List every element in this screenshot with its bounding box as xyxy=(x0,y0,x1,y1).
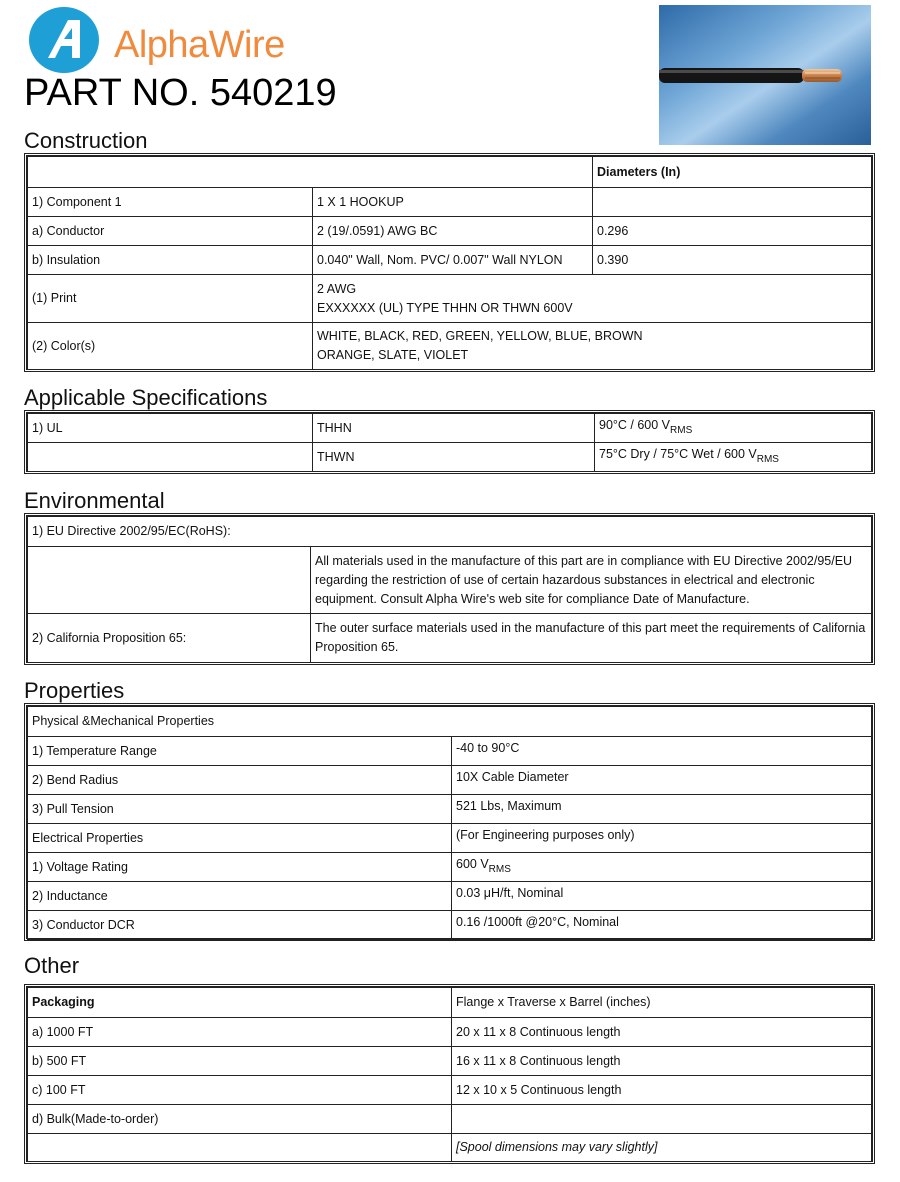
packaging-value xyxy=(452,1105,872,1134)
packaging-header: Packaging xyxy=(28,988,452,1018)
property-value: 0.03 μH/ft, Nominal xyxy=(452,882,872,911)
construction-row-desc: 2 (19/.0591) AWG BC xyxy=(313,217,593,246)
packaging-value: 12 x 10 x 5 Continuous length xyxy=(452,1076,872,1105)
environmental-table xyxy=(24,513,875,665)
construction-table xyxy=(24,153,875,372)
construction-row-diameter: 0.296 xyxy=(593,217,872,246)
properties-title: Properties xyxy=(24,678,125,703)
packaging-label: b) 500 FT xyxy=(28,1047,452,1076)
construction-row-label: 1) Component 1 xyxy=(28,188,313,217)
packaging-label: c) 100 FT xyxy=(28,1076,452,1105)
construction-header-blank xyxy=(28,157,593,188)
specifications-table xyxy=(24,410,875,474)
diameters-header: Diameters (In) xyxy=(593,157,872,188)
construction-row-desc: 1 X 1 HOOKUP xyxy=(313,188,593,217)
packaging-note-blank xyxy=(28,1134,452,1162)
property-label: 3) Conductor DCR xyxy=(28,911,452,940)
property-label: 1) Temperature Range xyxy=(28,737,452,766)
construction-row-label: a) Conductor xyxy=(28,217,313,246)
packaging-label: a) 1000 FT xyxy=(28,1018,452,1047)
rohs-label-blank xyxy=(28,547,311,614)
prop65-label: 2) California Proposition 65: xyxy=(28,614,311,663)
construction-row-label: b) Insulation xyxy=(28,246,313,275)
spec-rating: 75°C Dry / 75°C Wet / 600 $V_{RMS}$ xyxy=(595,443,872,472)
construction-row-label: (2) Color(s) xyxy=(28,323,313,370)
print-legend: 2 AWG EXXXXXX (UL) TYPE THHN OR THWN 600V xyxy=(317,281,573,315)
color-list: WHITE, BLACK, RED, GREEN, YELLOW, BLUE, BROWN ORANGE, SLATE, VIOLET xyxy=(317,329,643,362)
specifications-title: Applicable Specifications xyxy=(24,385,268,410)
property-label: 2) Inductance xyxy=(28,882,452,911)
packaging-value: 16 x 11 x 8 Continuous length xyxy=(452,1047,872,1076)
brand-name: AlphaWire xyxy=(114,24,285,66)
construction-row-diameter: 0.390 xyxy=(593,246,872,275)
part-number: PART NO. 540219 xyxy=(24,72,337,114)
spec-type: THHN xyxy=(313,414,595,443)
packaging-dimensions-header: Flange x Traverse x Barrel (inches) xyxy=(452,988,872,1018)
property-label: 1) Voltage Rating xyxy=(28,853,452,882)
construction-row-desc: 0.040" Wall, Nom. PVC/ 0.007" Wall NYLON xyxy=(313,246,593,275)
rohs-statement: All materials used in the manufacture of this part are in compliance with EU Directive 2002/95/EU regarding the restriction of use of certain hazardous substances in electrical and electronic equipment. Consult Alpha Wire's web site for compliance Date of Manufacture. xyxy=(311,547,872,614)
property-label: 3) Pull Tension xyxy=(28,795,452,824)
property-value: 600 $V_{RMS}$ xyxy=(452,853,872,882)
property-value: 10X Cable Diameter xyxy=(452,766,872,795)
alphawire-logo xyxy=(28,6,328,74)
spec-rating: 90°C / 600 $V_{RMS}$ xyxy=(595,414,872,443)
property-value: (For Engineering purposes only) xyxy=(452,824,872,853)
property-value: 521 Lbs, Maximum xyxy=(452,795,872,824)
packaging-value: 20 x 11 x 8 Continuous length xyxy=(452,1018,872,1047)
prop65-statement: The outer surface materials used in the manufacture of this part meet the requirements of California Proposition 65. xyxy=(311,614,872,663)
environmental-title: Environmental xyxy=(24,488,165,513)
spool-note: [Spool dimensions may vary slightly] xyxy=(452,1134,872,1162)
property-label: 2) Bend Radius xyxy=(28,766,452,795)
wire-product-photo xyxy=(659,5,871,145)
property-label: Electrical Properties xyxy=(28,824,452,853)
spec-type: THWN xyxy=(313,443,595,472)
packaging-table xyxy=(24,984,875,1164)
construction-row-diameter xyxy=(593,188,872,217)
properties-table xyxy=(24,703,875,941)
other-title: Other xyxy=(24,953,80,978)
construction-title: Construction xyxy=(24,128,148,153)
property-value: 0.16 /1000ft @20°C, Nominal xyxy=(452,911,872,940)
spec-agency: 1) UL xyxy=(28,414,313,443)
packaging-label: d) Bulk(Made-to-order) xyxy=(28,1105,452,1134)
rohs-label: 1) EU Directive 2002/95/EC(RoHS): xyxy=(28,517,872,547)
physical-properties-header: Physical &Mechanical Properties xyxy=(28,707,872,737)
alphawire-logo-mark-icon xyxy=(28,6,104,74)
property-value: -40 to 90°C xyxy=(452,737,872,766)
spec-agency xyxy=(28,443,313,472)
construction-row-label: (1) Print xyxy=(28,275,313,323)
